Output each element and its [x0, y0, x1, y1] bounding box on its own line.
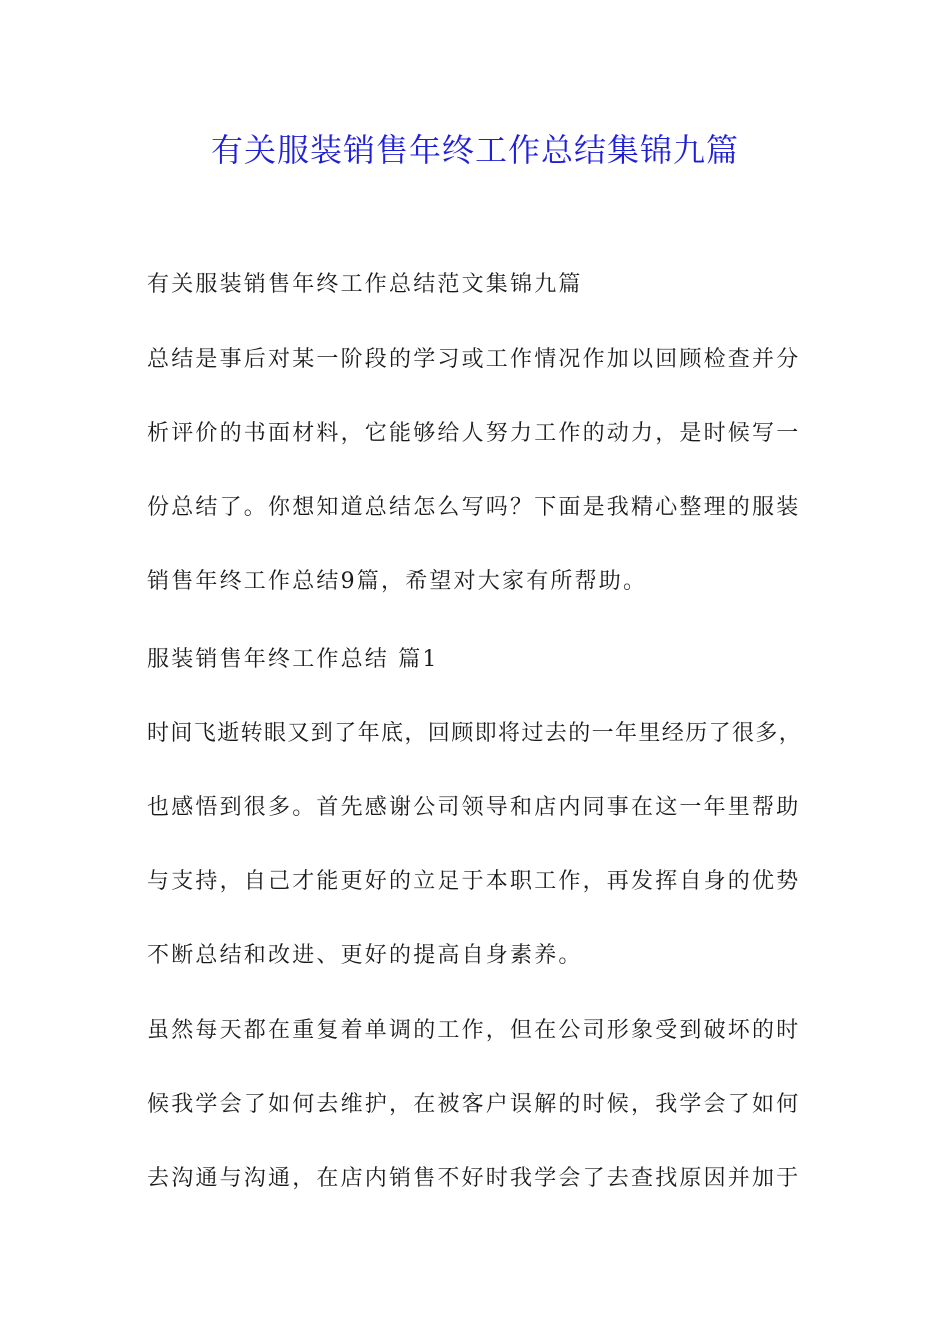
- section-heading: 服装销售年终工作总结 篇1: [147, 647, 439, 672]
- paragraph-line: 时间飞逝转眼又到了年底，回顾即将过去的一年里经历了很多，: [147, 721, 803, 746]
- paragraph-line: 析评价的书面材料，它能够给人努力工作的动力，是时候写一: [147, 421, 801, 446]
- paragraph-line: 不断总结和改进、更好的提高自身素养。: [147, 943, 583, 968]
- document-title: 有关服装销售年终工作总结集锦九篇: [210, 131, 739, 169]
- paragraph-line: 与支持，自己才能更好的立足于本职工作，再发挥自身的优势: [147, 869, 801, 894]
- paragraph-line: 去沟通与沟通，在店内销售不好时我学会了去查找原因并加于: [147, 1166, 801, 1191]
- paragraph-line: 总结是事后对某一阶段的学习或工作情况作加以回顾检查并分: [147, 347, 801, 372]
- paragraph-line: 虽然每天都在重复着单调的工作，但在公司形象受到破坏的时: [147, 1018, 801, 1043]
- subtitle-line: 有关服装销售年终工作总结范文集锦九篇: [147, 272, 583, 297]
- paragraph-line: 候我学会了如何去维护，在被客户误解的时候，我学会了如何: [147, 1092, 801, 1117]
- paragraph-line: 也感悟到很多。首先感谢公司领导和店内同事在这一年里帮助: [147, 795, 801, 820]
- paragraph-line: 份总结了。你想知道总结怎么写吗？下面是我精心整理的服装: [147, 495, 801, 520]
- paragraph-line: 销售年终工作总结9篇，希望对大家有所帮助。: [147, 569, 648, 594]
